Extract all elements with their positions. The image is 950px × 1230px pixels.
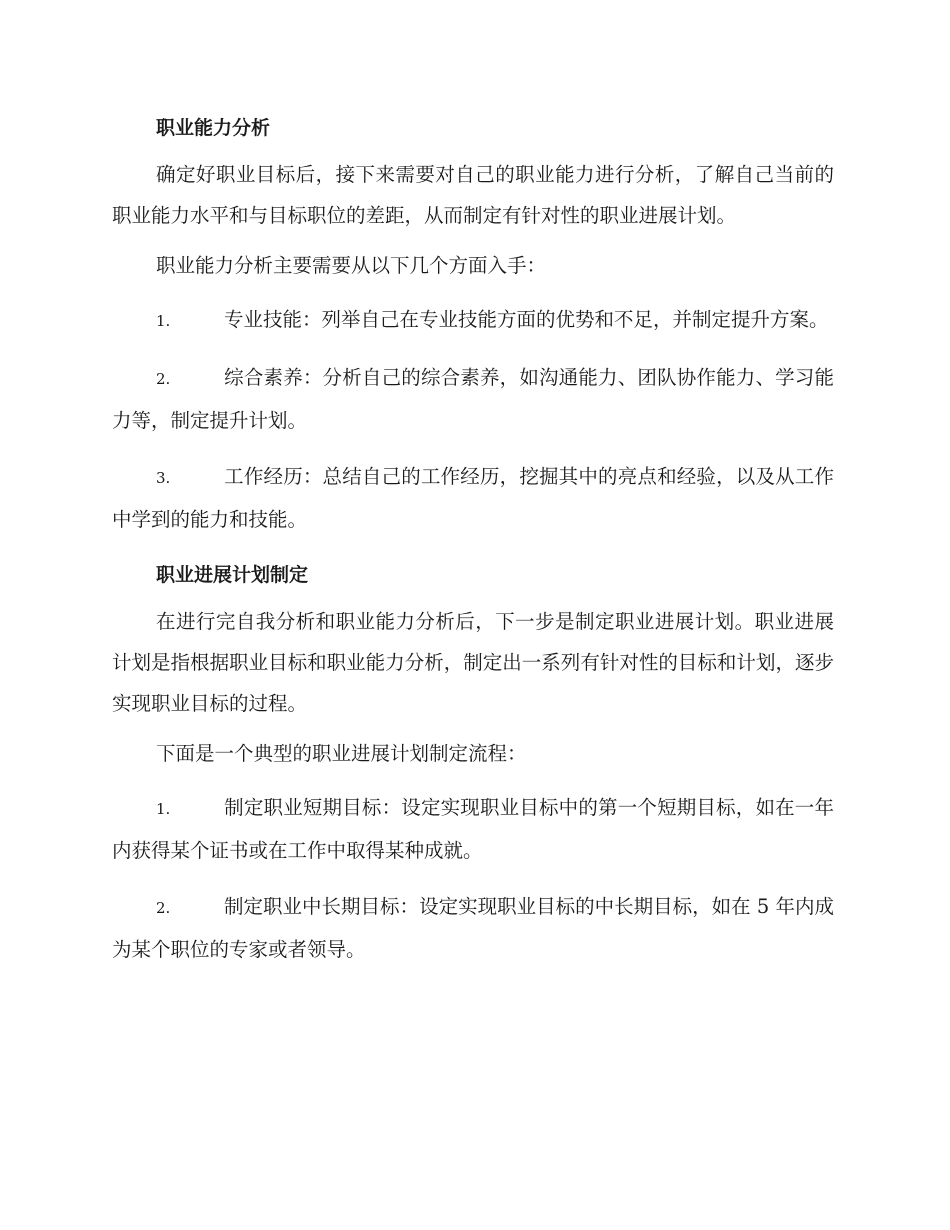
section-heading-career-plan: 职业进展计划制定 [156, 564, 309, 586]
list-item-text: 综合素养：分析自己的综合素养，如沟通能力、团队协作能力、学习能力等，制定提升计划。 [112, 366, 834, 432]
paragraph: 下面是一个典型的职业进展计划制定流程： [156, 742, 527, 765]
list-item-number: 1. [156, 312, 171, 330]
list-item-number: 1. [156, 800, 171, 818]
paragraph: 在进行完自我分析和职业能力分析后，下一步是制定职业进展计划。职业进展计划是指根据职业目标和职业能力分析，制定出一系列有针对性的目标和计划，逐步实现职业目标的过程。 [112, 610, 834, 715]
list-item [112, 787, 834, 871]
list-item-number: 2. [156, 899, 171, 917]
list-item [112, 357, 834, 441]
paragraph: 职业能力分析主要需要从以下几个方面入手： [156, 254, 547, 277]
document-page [112, 108, 834, 985]
list-item-number: 3. [156, 469, 171, 487]
list-item-text: 专业技能：列举自己在专业技能方面的优势和不足，并制定提升方案。 [224, 308, 829, 331]
list-item-text: 制定职业短期目标：设定实现职业目标中的第一个短期目标，如在一年内获得某个证书或在工作中取得某种成就。 [112, 796, 834, 862]
list-item-number: 2. [156, 370, 171, 388]
paragraph: 确定好职业目标后，接下来需要对自己的职业能力进行分析，了解自己当前的职业能力水平和与目标职位的差距，从而制定有针对性的职业进展计划。 [112, 163, 834, 227]
list-item [112, 299, 834, 342]
list-item [112, 456, 834, 540]
list-item-text: 制定职业中长期目标：设定实现职业目标的中长期目标，如在 5 年内成为某个职位的专家或者领导。 [112, 895, 834, 961]
list-item-text: 工作经历：总结自己的工作经历，挖掘其中的亮点和经验，以及从工作中学到的能力和技能。 [112, 465, 834, 531]
section-heading-career-ability: 职业能力分析 [156, 117, 271, 139]
list-item [112, 886, 834, 970]
